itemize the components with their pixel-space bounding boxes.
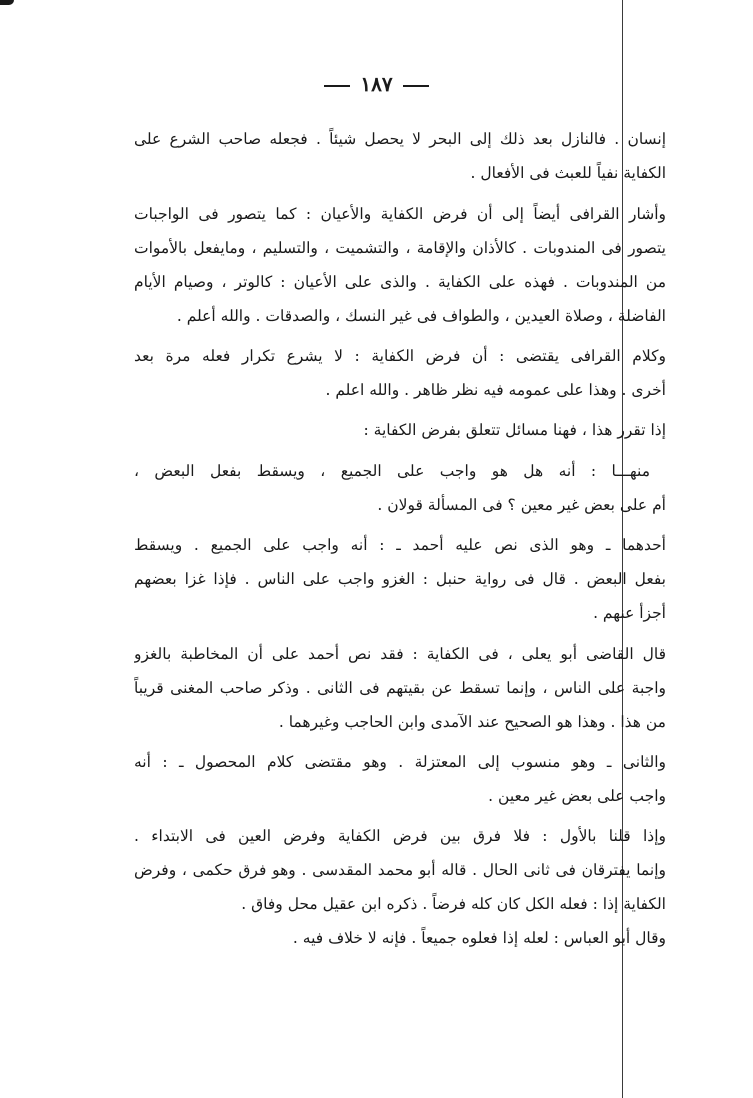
- header-dash-left: [324, 85, 350, 87]
- text-line: وإنما يفترقان فى ثانى الحال . قاله أبو محمد المقدسى . وهو فرق حكمى ، وفرض: [134, 861, 666, 879]
- text-line: من المندوبات . فهذه على الكفاية . والذى على الأعيان : كالوتر ، وصيام الأيام: [134, 273, 666, 291]
- text-line: أخرى . وهذا على عمومه فيه نظر ظاهر . والله اعلم .: [325, 381, 666, 399]
- header-dash-right: [403, 85, 429, 87]
- paragraph-start-line: والثانى ـ وهو منسوب إلى المعتزلة . وهو مقتضى كلام المحصول ـ : أنه: [134, 753, 666, 771]
- text-line: أجزأ عنهم .: [593, 604, 666, 622]
- text-line: يتصور فى المندوبات . كالأذان والإقامة ، والتشميت ، والتسليم ، ومايفعل بالأموات: [134, 239, 666, 257]
- text-line: الكفاية نفياً للعبث فى الأفعال .: [470, 164, 666, 182]
- page-header: [0, 72, 753, 96]
- paragraph-start-line: قال القاضى أبو يعلى ، فى الكفاية : فقد نص أحمد على أن المخاطبة بالغزو: [134, 645, 666, 663]
- paragraph-start-line: وأشار القرافى أيضاً إلى أن فرض الكفاية والأعيان : كما يتصور فى الواجبات: [134, 205, 666, 223]
- paragraph-start-line: إذا تقرر هذا ، فهنا مسائل تتعلق بفرض الكفاية :: [363, 421, 666, 439]
- text-line: أم على بعض غير معين ؟ فى المسألة قولان .: [377, 496, 666, 514]
- issue-heading-line: منهـــا : أنه هل هو واجب على الجميع ، ويسقط بفعل البعض ،: [134, 462, 650, 480]
- paragraph-start-line: وإذا قلنا بالأول : فلا فرق بين فرض الكفاية وفرض العين فى الابتداء .: [134, 827, 666, 845]
- text-line: إنسان . فالنازل بعد ذلك إلى البحر لا يحصل شيئاً . فجعله صاحب الشرع على: [134, 130, 666, 148]
- text-line: الفاضلة ، وصلاة العيدين ، والطواف فى غير النسك ، والصدقات . والله أعلم .: [176, 307, 666, 325]
- text-line: واجب على بعض غير معين .: [488, 787, 666, 805]
- text-line: واجبة على الناس ، وإنما تسقط عن بقيتهم فى الثانى . وذكر صاحب المغنى قريباً: [134, 679, 666, 697]
- paragraph-start-line: وكلام القرافى يقتضى : أن فرض الكفاية : لا يشرع تكرار فعله مرة بعد: [134, 347, 666, 365]
- text-line: بفعل البعض . قال فى رواية حنبل : الغزو واجب على الناس . فإذا غزا بعضهم: [134, 570, 666, 588]
- paragraph-start-line: أحدهما ـ وهو الذى نص عليه أحمد ـ : أنه واجب على الجميع . ويسقط: [134, 536, 666, 554]
- text-line: من هذا . وهذا هو الصحيح عند الآمدى وابن الحاجب وغيرهما .: [278, 713, 666, 731]
- page-number: ١٨٧: [360, 72, 393, 96]
- paragraph-start-line: وقال أبو العباس : لعله إذا فعلوه جميعاً . فإنه لا خلاف فيه .: [292, 929, 666, 947]
- corner-mark: [0, 0, 14, 5]
- text-line: الكفاية إذا : فعله الكل كان كله فرضاً . ذكره ابن عقيل محل وفاق .: [241, 895, 666, 913]
